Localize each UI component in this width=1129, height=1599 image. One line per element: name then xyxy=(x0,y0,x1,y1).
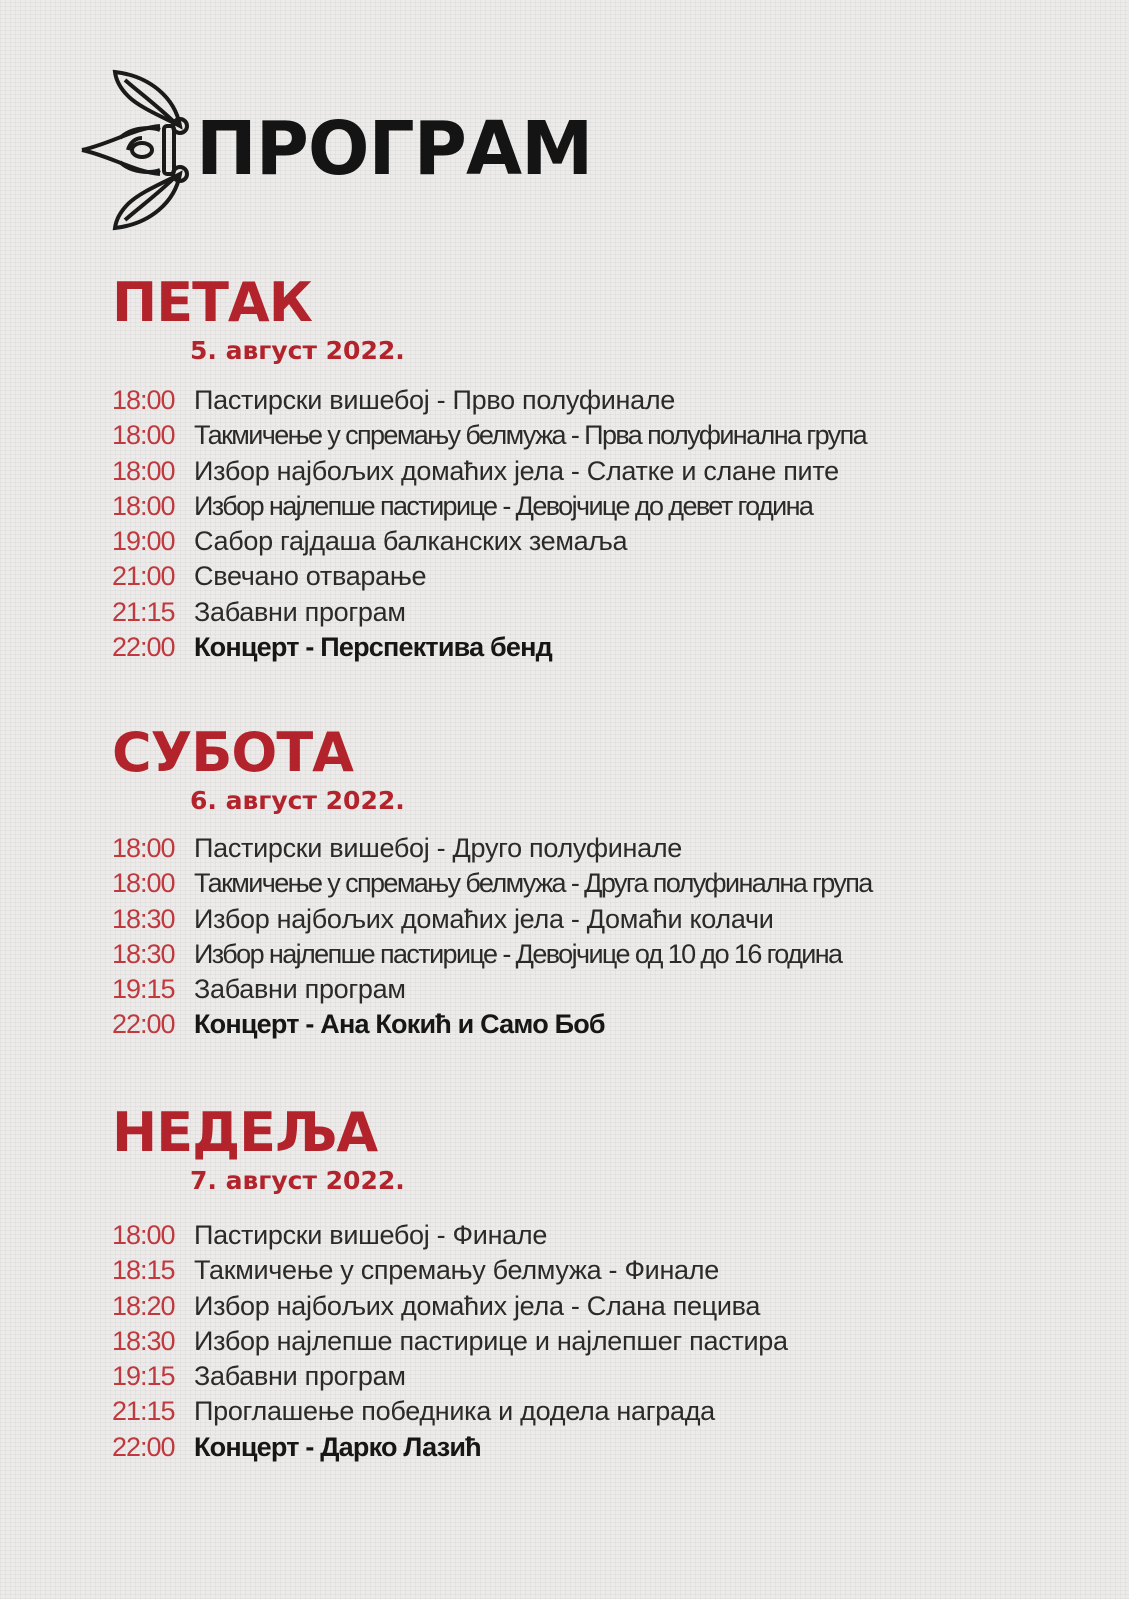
event-row xyxy=(112,904,872,939)
event-row xyxy=(112,420,866,455)
event-time: 21:15 xyxy=(112,1396,175,1427)
event-list-friday xyxy=(112,385,866,667)
event-row xyxy=(112,1361,788,1396)
event-desc: Избор најлепше пастирице - Девојчице од 10 до 16 година xyxy=(194,938,842,969)
event-desc: Свечано отварање xyxy=(194,561,427,592)
event-time: 18:30 xyxy=(112,903,175,934)
event-desc: Избор најлепше пастирице - Девојчице до девет година xyxy=(194,490,813,521)
day-name: СУБОТА xyxy=(112,721,353,784)
event-desc: Такмичење у спремању белмужа - Финале xyxy=(194,1255,719,1286)
event-list-sunday xyxy=(112,1220,788,1467)
event-time: 18:00 xyxy=(112,868,175,899)
event-desc: Сабор гајдаша балканских земаља xyxy=(194,526,628,557)
event-time: 22:00 xyxy=(112,1009,175,1040)
event-desc: Забавни програм xyxy=(194,974,406,1005)
ornament-icon xyxy=(80,68,200,232)
event-row xyxy=(112,1432,788,1467)
day-name: ПЕТАК xyxy=(112,271,312,334)
event-desc: Проглашење победника и додела награда xyxy=(194,1396,715,1427)
event-desc: Избор најбољих домаћих јела - Слатке и слане пите xyxy=(194,455,839,486)
event-row xyxy=(112,491,866,526)
event-time: 18:00 xyxy=(112,490,175,521)
event-time: 22:00 xyxy=(112,632,175,663)
event-time: 18:15 xyxy=(112,1255,175,1286)
day-date: 5. август 2022. xyxy=(190,336,405,365)
event-row xyxy=(112,597,866,632)
day-date: 6. август 2022. xyxy=(190,786,405,815)
event-desc: Концерт - Перспектива бенд xyxy=(194,632,552,663)
event-row xyxy=(112,632,866,667)
event-desc: Такмичење у спремању белмужа - Друга полуфинална група xyxy=(194,868,872,899)
event-row xyxy=(112,868,872,903)
event-row xyxy=(112,833,872,868)
event-row xyxy=(112,1396,788,1431)
event-row xyxy=(112,1291,788,1326)
event-row xyxy=(112,456,866,491)
day-date: 7. август 2022. xyxy=(190,1166,405,1195)
event-row xyxy=(112,1009,872,1044)
event-time: 18:00 xyxy=(112,833,175,863)
event-row xyxy=(112,939,872,974)
event-row xyxy=(112,385,866,420)
event-desc: Концерт - Дарко Лазић xyxy=(194,1431,481,1462)
day-header-friday xyxy=(112,271,405,365)
event-time: 18:30 xyxy=(112,938,175,969)
event-desc: Избор најбољих домаћих јела - Домаћи колачи xyxy=(194,903,774,934)
event-row xyxy=(112,974,872,1009)
day-header-saturday xyxy=(112,721,405,815)
event-desc: Пастирски вишебој - Друго полуфинале xyxy=(194,833,683,863)
event-time: 18:00 xyxy=(112,455,175,486)
event-time: 18:00 xyxy=(112,420,175,451)
page-title: ПРОГРАМ xyxy=(196,106,593,192)
event-time: 19:00 xyxy=(112,526,175,557)
event-row xyxy=(112,561,866,596)
event-time: 21:15 xyxy=(112,596,175,627)
event-list-saturday xyxy=(112,833,872,1045)
event-desc: Пастирски вишебој - Финале xyxy=(194,1220,548,1250)
event-time: 22:00 xyxy=(112,1431,175,1462)
event-desc: Избор најбољих домаћих јела - Слана пецива xyxy=(194,1290,761,1321)
event-desc: Забавни програм xyxy=(194,1361,406,1392)
event-desc: Забавни програм xyxy=(194,596,406,627)
event-time: 18:00 xyxy=(112,1220,175,1250)
day-name: НЕДЕЉА xyxy=(112,1101,378,1164)
event-row xyxy=(112,1255,788,1290)
event-desc: Пастирски вишебој - Прво полуфинале xyxy=(194,385,676,415)
event-desc: Такмичење у спремању белмужа - Прва полуфинална група xyxy=(194,420,867,451)
event-time: 19:15 xyxy=(112,1361,175,1392)
day-header-sunday xyxy=(112,1101,405,1195)
event-desc: Избор најлепше пастирице и најлепшег пастира xyxy=(194,1325,788,1356)
event-row xyxy=(112,1326,788,1361)
event-desc: Концерт - Ана Кокић и Само Боб xyxy=(194,1009,605,1040)
event-row xyxy=(112,526,866,561)
event-time: 18:30 xyxy=(112,1325,175,1356)
event-time: 21:00 xyxy=(112,561,175,592)
event-time: 18:00 xyxy=(112,385,175,415)
event-time: 19:15 xyxy=(112,974,175,1005)
event-row xyxy=(112,1220,788,1255)
event-time: 18:20 xyxy=(112,1290,175,1321)
